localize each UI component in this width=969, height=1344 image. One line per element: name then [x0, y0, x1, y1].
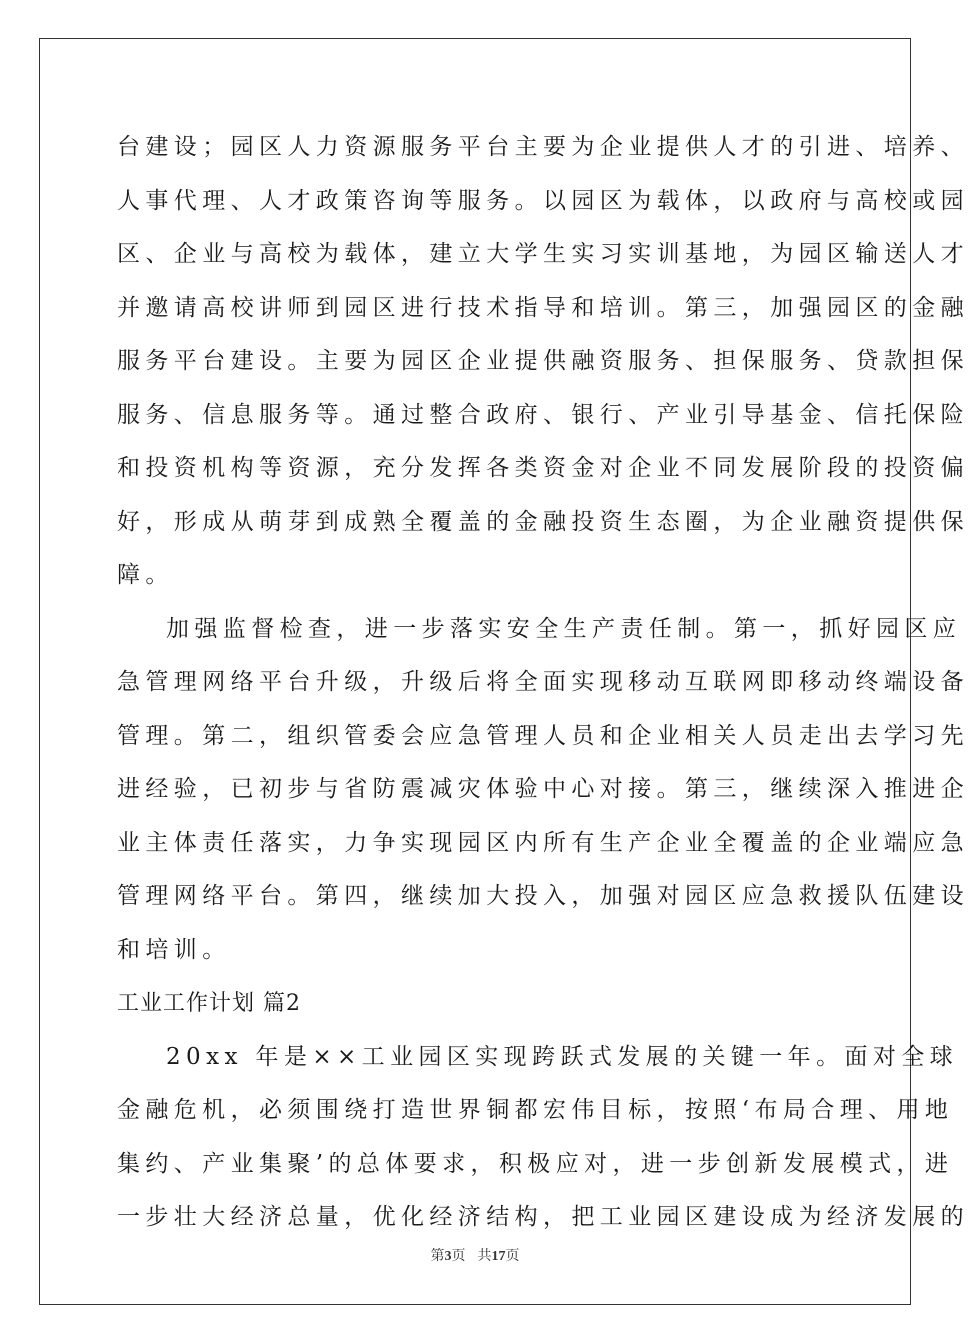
page-number: 3	[444, 1249, 452, 1264]
text-line: 进经验，已初步与省防震减灾体验中心对接。第三，继续深入推进企	[117, 776, 969, 802]
text-line: 管理。第二，组织管委会应急管理人员和企业相关人员走出去学习先	[117, 722, 969, 749]
page-prefix: 第	[430, 1249, 445, 1264]
text-line: 台建设；园区人力资源服务平台主要为企业提供人才的引进、培养、	[117, 134, 969, 160]
text-line: 服务平台建设。主要为园区企业提供融资服务、担保服务、贷款担保	[117, 348, 969, 374]
text-line: 好，形成从萌芽到成熟全覆盖的金融投资生态圈，为企业融资提供保	[117, 508, 969, 535]
text-line: 加强监督检查，进一步落实安全生产责任制。第一，抓好园区应	[166, 615, 962, 642]
text-line: 急管理网络平台升级，升级后将全面实现移动互联网即移动终端设备	[117, 669, 969, 695]
total-prefix: 共	[477, 1249, 492, 1264]
text-line: 服务、信息服务等。通过整合政府、银行、产业引导基金、信托保险	[117, 401, 969, 428]
text-line: 业主体责任落实，力争实现园区内所有生产企业全覆盖的企业端应急	[117, 829, 969, 856]
text-line: 区、企业与高校为载体，建立大学生实习实训基地，为园区输送人才	[117, 241, 969, 267]
paragraph	[117, 603, 969, 978]
text-line: 人事代理、人才政策咨询等服务。以园区为载体，以政府与高校或园	[117, 187, 969, 214]
text-line: 管理网络平台。第四，继续加大投入，加强对园区应急救援队伍建设	[117, 883, 969, 909]
document-body	[117, 121, 969, 1245]
page-suffix: 页	[451, 1249, 466, 1264]
text-line: 障。	[117, 562, 174, 588]
paragraph	[117, 121, 969, 603]
text-line: 和培训。	[117, 936, 231, 963]
total-suffix: 页	[505, 1249, 520, 1264]
text-line: 20xx 年是××工业园区实现跨跃式发展的关键一年。面对全球	[166, 1043, 959, 1070]
total-pages: 17	[491, 1249, 506, 1264]
section-heading: 工业工作计划 篇2	[117, 991, 301, 1016]
text-line: 金融危机，必须围绕打造世界铜都宏伟目标，按照‘布局合理、用地	[117, 1097, 954, 1123]
text-line: 集约、产业集聚’的总体要求，积极应对，进一步创新发展模式，进	[117, 1150, 954, 1177]
paragraph	[117, 1031, 969, 1245]
text-line: 一步壮大经济总量，优化经济结构，把工业园区建设成为经济发展的	[117, 1204, 969, 1230]
text-line: 并邀请高校讲师到园区进行技术指导和培训。第三，加强园区的金融	[117, 294, 969, 321]
text-line: 和投资机构等资源，充分发挥各类资金对企业不同发展阶段的投资偏	[117, 455, 969, 481]
page-footer	[0, 1245, 950, 1265]
